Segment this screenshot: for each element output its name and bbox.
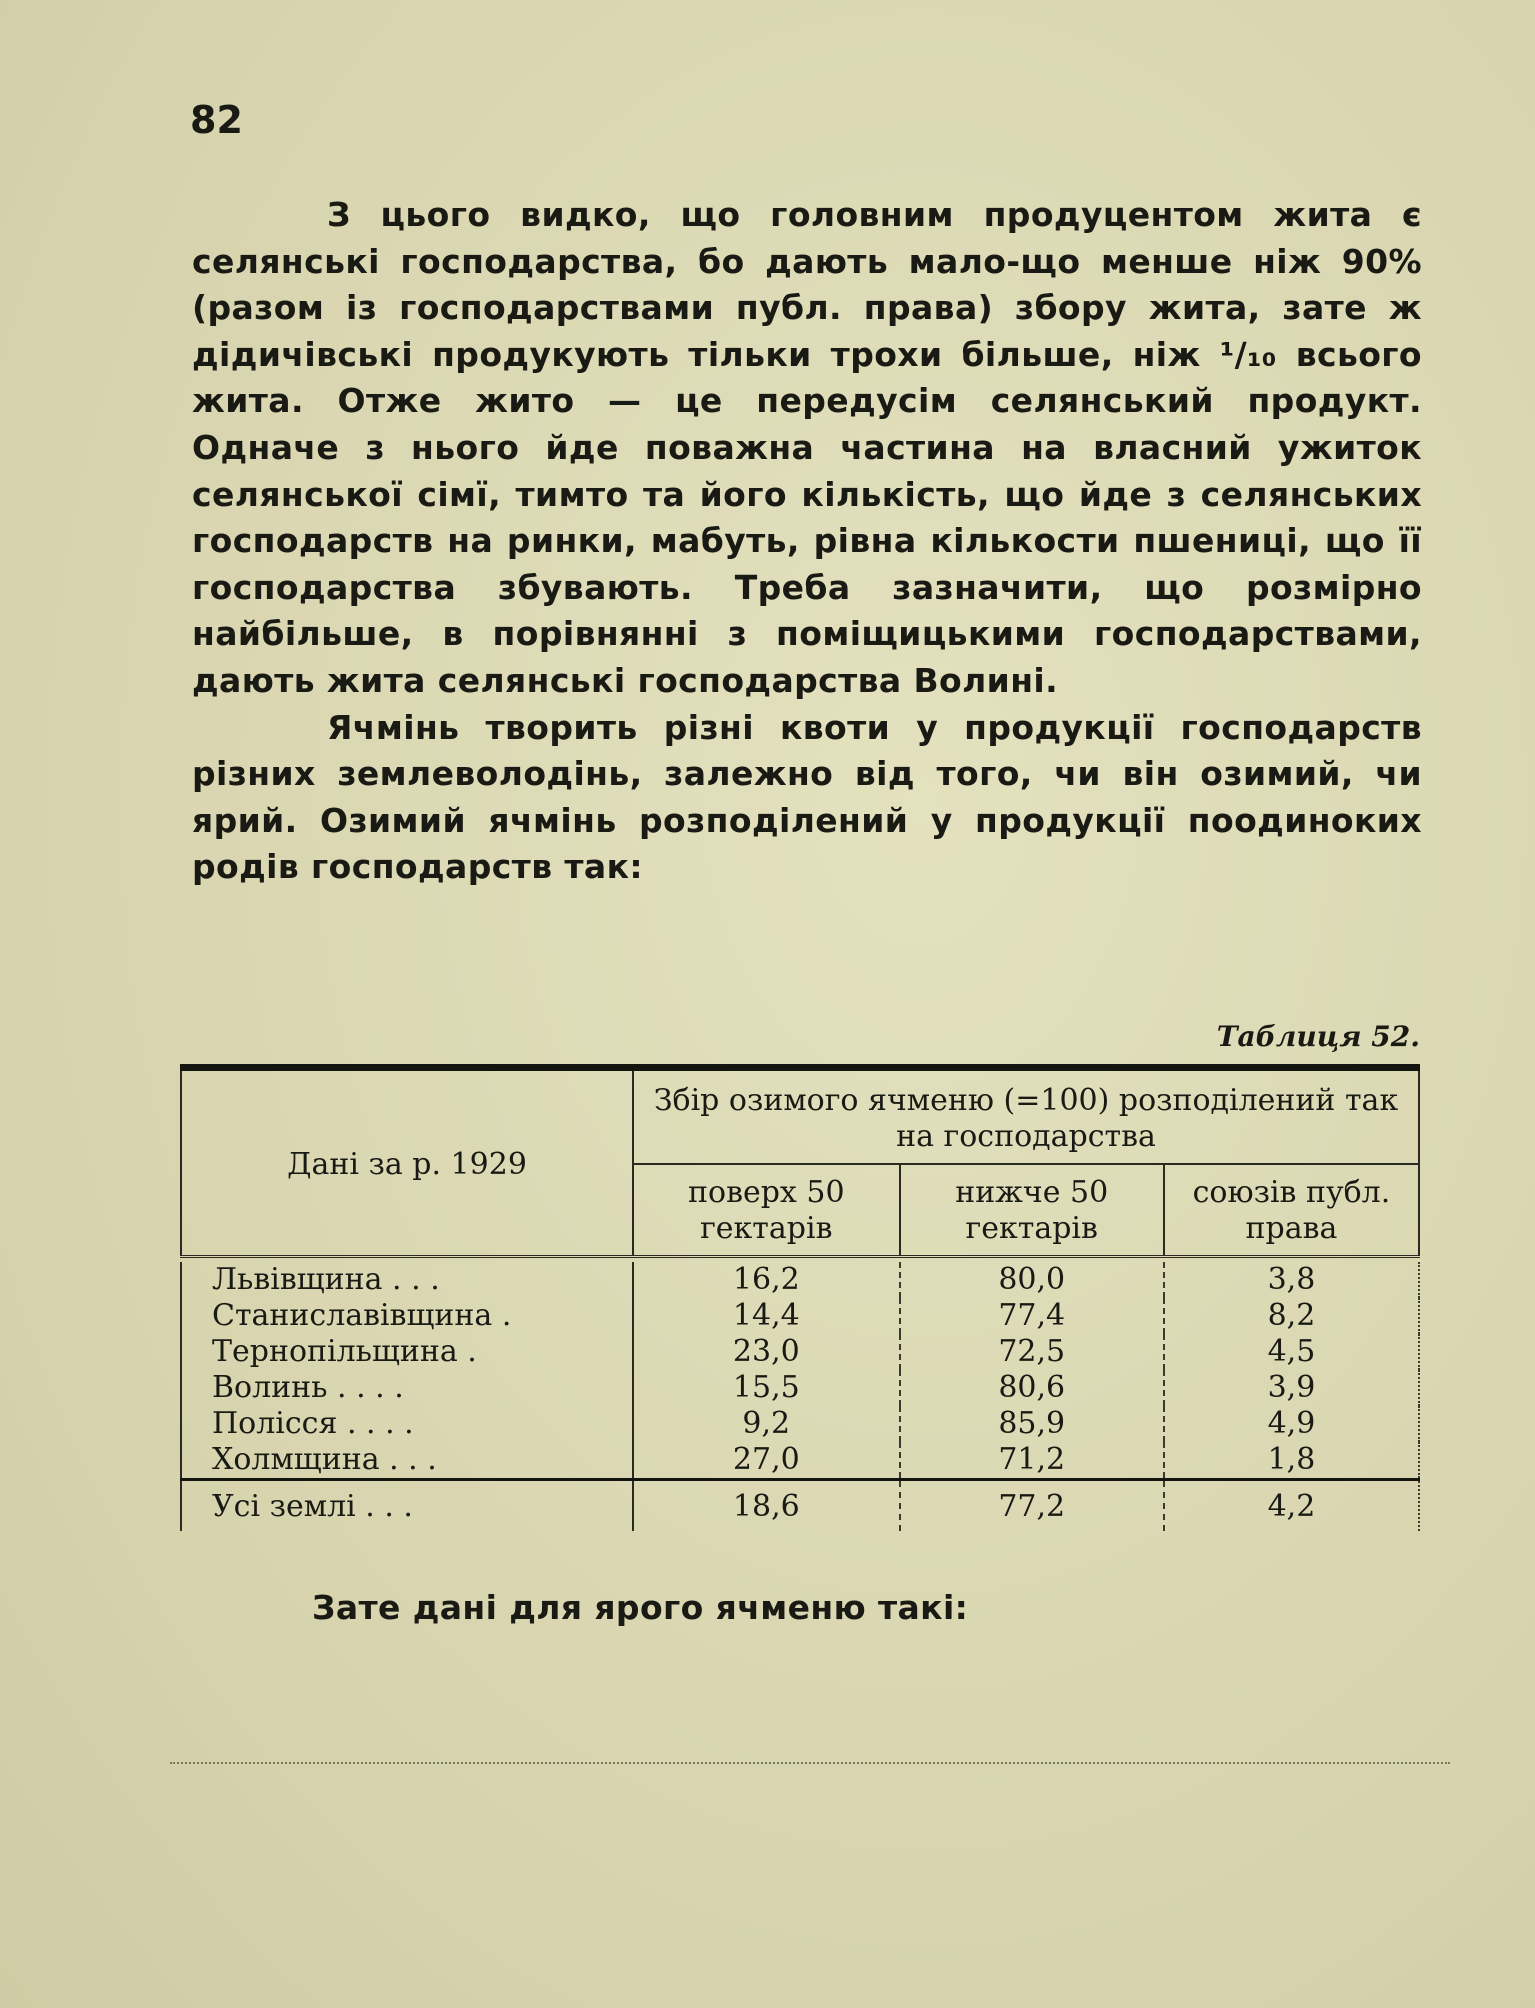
region-cell: Львівщина . . .	[181, 1262, 633, 1298]
region-cell: Полісся . . . .	[181, 1406, 633, 1442]
total-label: Усі землі . . .	[181, 1480, 633, 1532]
body-text	[192, 192, 1422, 891]
region-cell: Холмщина . . .	[181, 1442, 633, 1480]
value-cell: 4,9	[1164, 1406, 1419, 1442]
value-cell: 8,2	[1164, 1298, 1419, 1334]
value-cell: 15,5	[633, 1370, 900, 1406]
value-cell: 23,0	[633, 1334, 900, 1370]
value-cell: 1,8	[1164, 1442, 1419, 1480]
page-edge-line	[170, 1762, 1450, 1764]
column-header: поверх 50 гектарів	[633, 1164, 900, 1257]
value-cell: 14,4	[633, 1298, 900, 1334]
value-cell: 72,5	[900, 1334, 1164, 1370]
region-cell: Волинь . . . .	[181, 1370, 633, 1406]
table-row	[181, 1370, 1419, 1406]
region-cell: Станиславівщина .	[181, 1298, 633, 1334]
paragraph: З цього видко, що головним продуцентом жита є селянські господарства, бо дають мало-що менше ніж 90% (разом із господарствами публ. права) збору жита, зате ж дідичівські продукують тільки трохи більше, ніж ¹/₁₀ всього жита. Отже жито — це передусім селянський продукт. Одначе з нього йде поважна частина на власний ужиток селянської сімї, тимто та його кількість, що йде з селянських господарств на ринки, мабуть, рівна кількости пшениці, що її господарства збувають. Треба зазначити, що розмірно найбільше, в порівнянні з поміщицькими господарствами, дають жита селянські господарства Волині.	[192, 195, 1422, 700]
corner-header: Дані за р. 1929	[181, 1068, 633, 1257]
value-cell: 85,9	[900, 1406, 1164, 1442]
total-value: 77,2	[900, 1480, 1164, 1532]
value-cell: 16,2	[633, 1262, 900, 1298]
group-header: Збір озимого ячменю (=100) розподілений так на господарства	[633, 1068, 1419, 1165]
table-row	[181, 1334, 1419, 1370]
page-number: 82	[190, 98, 243, 142]
table-caption: Таблиця 52.	[1216, 1020, 1420, 1053]
paragraph: Ячмінь творить різні квоти у продукції господарств різних землеволодінь, залежно від того, чи він озимий, чи ярий. Озимий ячмінь розподілений у продукції поодиноких родів господарств так:	[192, 707, 1422, 887]
value-cell: 80,6	[900, 1370, 1164, 1406]
value-cell: 9,2	[633, 1406, 900, 1442]
column-header: нижче 50 гектарів	[900, 1164, 1164, 1257]
total-value: 4,2	[1164, 1480, 1419, 1532]
value-cell: 3,9	[1164, 1370, 1419, 1406]
total-value: 18,6	[633, 1480, 900, 1532]
total-row	[181, 1480, 1419, 1532]
value-cell: 27,0	[633, 1442, 900, 1480]
data-table	[180, 1064, 1420, 1531]
value-cell: 4,5	[1164, 1334, 1419, 1370]
column-header: союзів публ. права	[1164, 1164, 1419, 1257]
value-cell: 77,4	[900, 1298, 1164, 1334]
value-cell: 80,0	[900, 1262, 1164, 1298]
value-cell: 71,2	[900, 1442, 1164, 1480]
region-cell: Тернопільщина .	[181, 1334, 633, 1370]
table-row	[181, 1262, 1419, 1298]
table-row	[181, 1442, 1419, 1480]
value-cell: 3,8	[1164, 1262, 1419, 1298]
table-row	[181, 1298, 1419, 1334]
table-row	[181, 1406, 1419, 1442]
footer-text: Зате дані для ярого ячменю такі:	[312, 1588, 969, 1627]
